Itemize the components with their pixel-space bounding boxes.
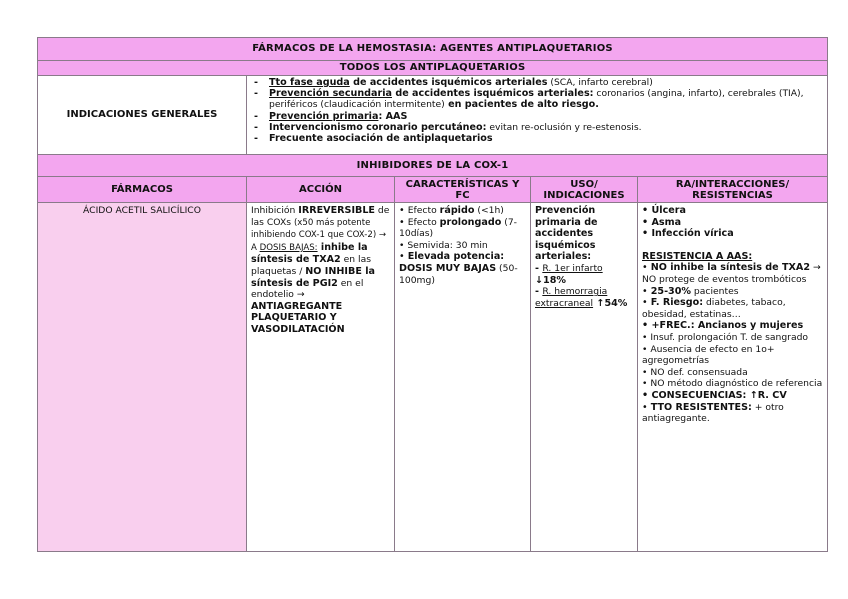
item-bold: de accidentes isquémicos arteriales: <box>392 88 594 100</box>
use-item <box>535 286 633 309</box>
action-text: de las COXs <box>251 205 390 228</box>
feature-item <box>399 251 526 286</box>
item-bold: en pacientes de alto riesgo. <box>444 99 599 111</box>
feature-bold: rápido <box>439 205 475 216</box>
item-bold: : AAS <box>378 110 408 122</box>
section-cox-header: INHIBIDORES DE LA COX-1 <box>38 155 828 177</box>
ra-bold: 25-30% <box>650 285 692 297</box>
feature-item <box>399 205 526 217</box>
ra-item <box>642 297 823 320</box>
ra-text: diabetes, tabaco, obesidad, estatinas… <box>642 297 786 320</box>
ra-cell <box>638 203 828 552</box>
list-item <box>269 133 823 144</box>
list-item <box>269 88 823 110</box>
document-sheet <box>37 37 827 552</box>
list-item <box>269 77 823 88</box>
feature-bold: prolongado <box>439 216 502 228</box>
use-heading: Prevención primaria de accidentes isquémicos arteriales: <box>535 205 598 263</box>
ra-text: pacientes <box>691 285 739 297</box>
ra-text: + otro antiagregante. <box>642 401 784 425</box>
ra-item: • +FREC.: Ancianos y mujeres <box>642 320 823 332</box>
action-text: en el endotelio → <box>251 277 364 301</box>
use-underlined: R. 1er infarto <box>542 262 603 274</box>
resistance-title: RESISTENCIA A AAS: <box>642 250 753 262</box>
item-bold: Frecuente asociación de antiplaquetarios <box>269 133 493 145</box>
ra-item: • Asma <box>642 217 823 229</box>
item-underlined: Prevención primaria <box>269 110 379 122</box>
general-row <box>38 76 828 155</box>
general-list <box>251 77 823 144</box>
header-ra: RA/INTERACCIONES/ RESISTENCIAS <box>638 177 828 203</box>
ra-item: • NO def. consensuada <box>642 367 823 379</box>
drug-name-cell <box>38 203 247 552</box>
action-bold: ANTIAGREGANTE PLAQUETARIO Y VASODILATACIÓN <box>251 300 345 335</box>
header-features: CARACTERÍSTICAS Y FC <box>395 177 531 203</box>
header-drugs: FÁRMACOS <box>38 177 247 203</box>
ra-item: • Úlcera <box>642 205 823 217</box>
feature-text: (50-100mg) <box>399 262 518 286</box>
action-cell <box>247 203 395 552</box>
item-bold: Intervencionismo coronario percutáneo: <box>269 121 487 133</box>
ra-item: • Insuf. prolongación T. de sangrado <box>642 332 823 344</box>
list-item <box>269 122 823 133</box>
use-bold: ↓18% <box>535 274 567 286</box>
ra-bold: F. Riesgo: <box>650 297 704 309</box>
action-text: (x50 más potente inhibiendo COX-1 que COX-2) → A <box>251 217 387 253</box>
action-bold: inhibe la síntesis de TXA2 <box>251 241 368 266</box>
action-bold: NO INHIBE la síntesis de PGI2 <box>251 265 375 289</box>
ra-item <box>642 262 823 285</box>
action-text: en las plaquetas / <box>251 254 372 277</box>
column-header-row <box>38 177 828 203</box>
ra-item <box>642 402 823 425</box>
ra-item: • NO método diagnóstico de referencia <box>642 378 823 390</box>
ra-item: • Infección vírica <box>642 228 823 240</box>
header-action: ACCIÓN <box>247 177 395 203</box>
header-use: USO/ INDICACIONES <box>531 177 638 203</box>
feature-item <box>399 217 526 240</box>
list-item <box>269 111 823 122</box>
ra-text: → NO protege de eventos trombóticos <box>642 262 821 285</box>
action-underlined: DOSIS BAJAS: <box>259 242 318 253</box>
features-cell <box>395 203 531 552</box>
feature-bold: Elevada potencia: DOSIS MUY BAJAS <box>399 251 505 274</box>
use-item <box>535 263 633 286</box>
feature-text: Efecto <box>407 216 440 228</box>
feature-item: • Semivida: 30 min <box>399 240 526 252</box>
feature-text: (7-10días) <box>399 216 517 240</box>
item-bold: de accidentes isquémicos arteriales <box>349 77 548 88</box>
section-all-header: TODOS LOS ANTIPLAQUETARIOS <box>38 61 828 76</box>
use-bold: ↑54% <box>593 297 628 309</box>
drug-name: ÁCIDO ACETIL SALICÍLICO <box>83 205 201 216</box>
use-underlined: R. hemorragia extracraneal <box>535 286 608 309</box>
ra-bold: NO inhibe la síntesis de TXA2 <box>650 262 811 274</box>
item-underlined: Tto fase aguda <box>269 77 350 88</box>
item-text: (SCA, infarto cerebral) <box>547 77 653 88</box>
general-list-cell <box>247 76 828 155</box>
table-title: FÁRMACOS DE LA HEMOSTASIA: AGENTES ANTIPLAQUETARIOS <box>38 38 828 61</box>
ra-item: • Ausencia de efecto en 1o+ agregometrías <box>642 344 823 367</box>
feature-text: Efecto <box>407 205 440 216</box>
item-text: coronarios (angina, infarto), cerebrales (TIA), periféricos (claudicación intermitente) <box>269 88 804 111</box>
aas-row <box>38 203 828 552</box>
item-underlined: Prevención secundaria <box>269 88 392 100</box>
action-bold: IRREVERSIBLE <box>298 205 375 216</box>
ra-item: • CONSECUENCIAS: ↑R. CV <box>642 390 823 402</box>
use-cell <box>531 203 638 552</box>
antiplatelet-table <box>37 37 828 552</box>
feature-text: (<1h) <box>474 205 504 216</box>
action-text: Inhibición <box>251 205 299 216</box>
ra-item <box>642 286 823 298</box>
ra-bold: TTO RESISTENTES: <box>650 401 752 413</box>
item-text: evitan re-oclusión y re-estenosis. <box>486 121 642 133</box>
general-label: INDICACIONES GENERALES <box>38 76 247 155</box>
